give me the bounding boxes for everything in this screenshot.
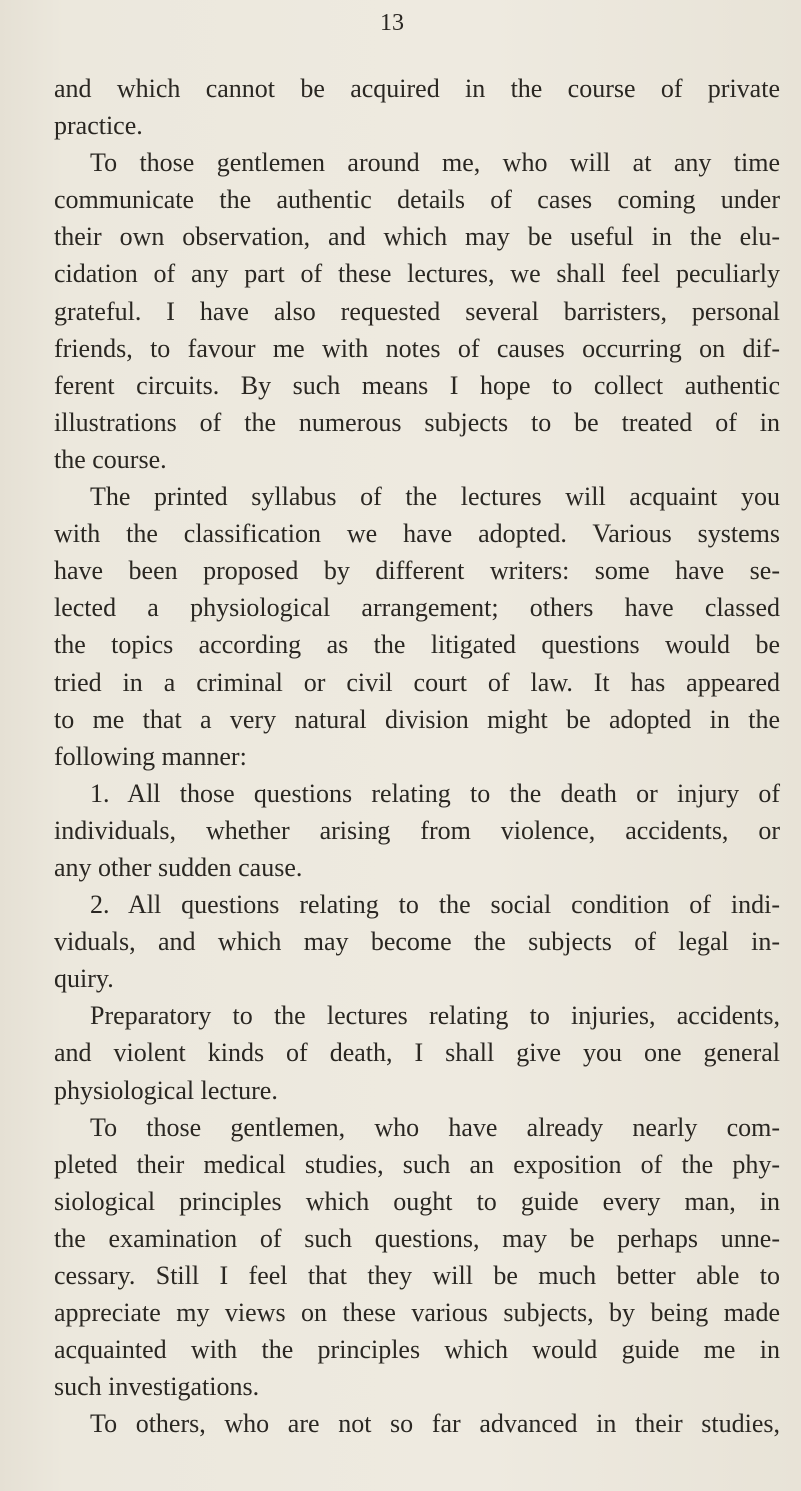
- text-line: friends, to favour me with notes of causes occurring on dif-: [54, 333, 780, 363]
- text-line: illustrations of the numerous subjects to be treated of in: [54, 407, 780, 437]
- text-line: To others, who are not so far advanced in their studies,: [90, 1409, 780, 1439]
- text-line: to me that a very natural division might be adopted in the: [54, 704, 780, 734]
- text-line: cidation of any part of these lectures, we shall feel peculiarly: [54, 259, 780, 289]
- body-text: [54, 70, 780, 1442]
- text-line: such investigations.: [54, 1372, 260, 1402]
- text-line: siological principles which ought to guide every man, in: [54, 1186, 780, 1216]
- text-line: To those gentlemen, who have already nearly com-: [90, 1112, 780, 1142]
- text-line: quiry.: [54, 964, 114, 994]
- text-line: pleted their medical studies, such an exposition of the phy-: [54, 1149, 780, 1179]
- text-line: viduals, and which may become the subjects of legal in-: [54, 927, 780, 957]
- text-line: communicate the authentic details of cases coming under: [54, 185, 780, 215]
- page-number: 13: [380, 10, 404, 36]
- text-line: 1. All those questions relating to the death or injury of: [90, 778, 780, 808]
- text-line: ferent circuits. By such means I hope to collect authentic: [54, 370, 780, 400]
- text-line: individuals, whether arising from violence, accidents, or: [54, 815, 780, 845]
- text-line: following manner:: [54, 741, 247, 771]
- text-line: lected a physiological arrangement; others have classed: [54, 593, 780, 623]
- text-line: grateful. I have also requested several barristers, personal: [54, 296, 780, 326]
- text-line: cessary. Still I feel that they will be much better able to: [54, 1261, 780, 1290]
- text-line: any other sudden cause.: [54, 852, 303, 882]
- text-line: appreciate my views on these various subjects, by being made: [54, 1298, 780, 1328]
- text-line: physiological lecture.: [54, 1075, 278, 1105]
- text-line: Preparatory to the lectures relating to injuries, accidents,: [90, 1001, 780, 1031]
- text-line: acquainted with the principles which would guide me in: [54, 1335, 780, 1365]
- text-line: 2. All questions relating to the social condition of indi-: [90, 890, 780, 920]
- text-line: The printed syllabus of the lectures will acquaint you: [90, 482, 780, 512]
- text-line: the examination of such questions, may be perhaps unne-: [54, 1223, 780, 1253]
- text-line: the topics according as the litigated questions would be: [54, 630, 780, 660]
- text-line: their own observation, and which may be useful in the elu-: [54, 222, 780, 252]
- text-line: the course.: [54, 444, 167, 474]
- text-line: have been proposed by different writers: some have se-: [54, 556, 780, 586]
- text-line: tried in a criminal or civil court of law. It has appeared: [54, 667, 780, 697]
- text-line: and which cannot be acquired in the course of private: [54, 74, 780, 103]
- text-line: and violent kinds of death, I shall give you one general: [54, 1038, 780, 1068]
- text-line: with the classification we have adopted. Various systems: [54, 519, 780, 549]
- text-line: To those gentlemen around me, who will at any time: [90, 148, 780, 178]
- text-line: practice.: [54, 111, 143, 141]
